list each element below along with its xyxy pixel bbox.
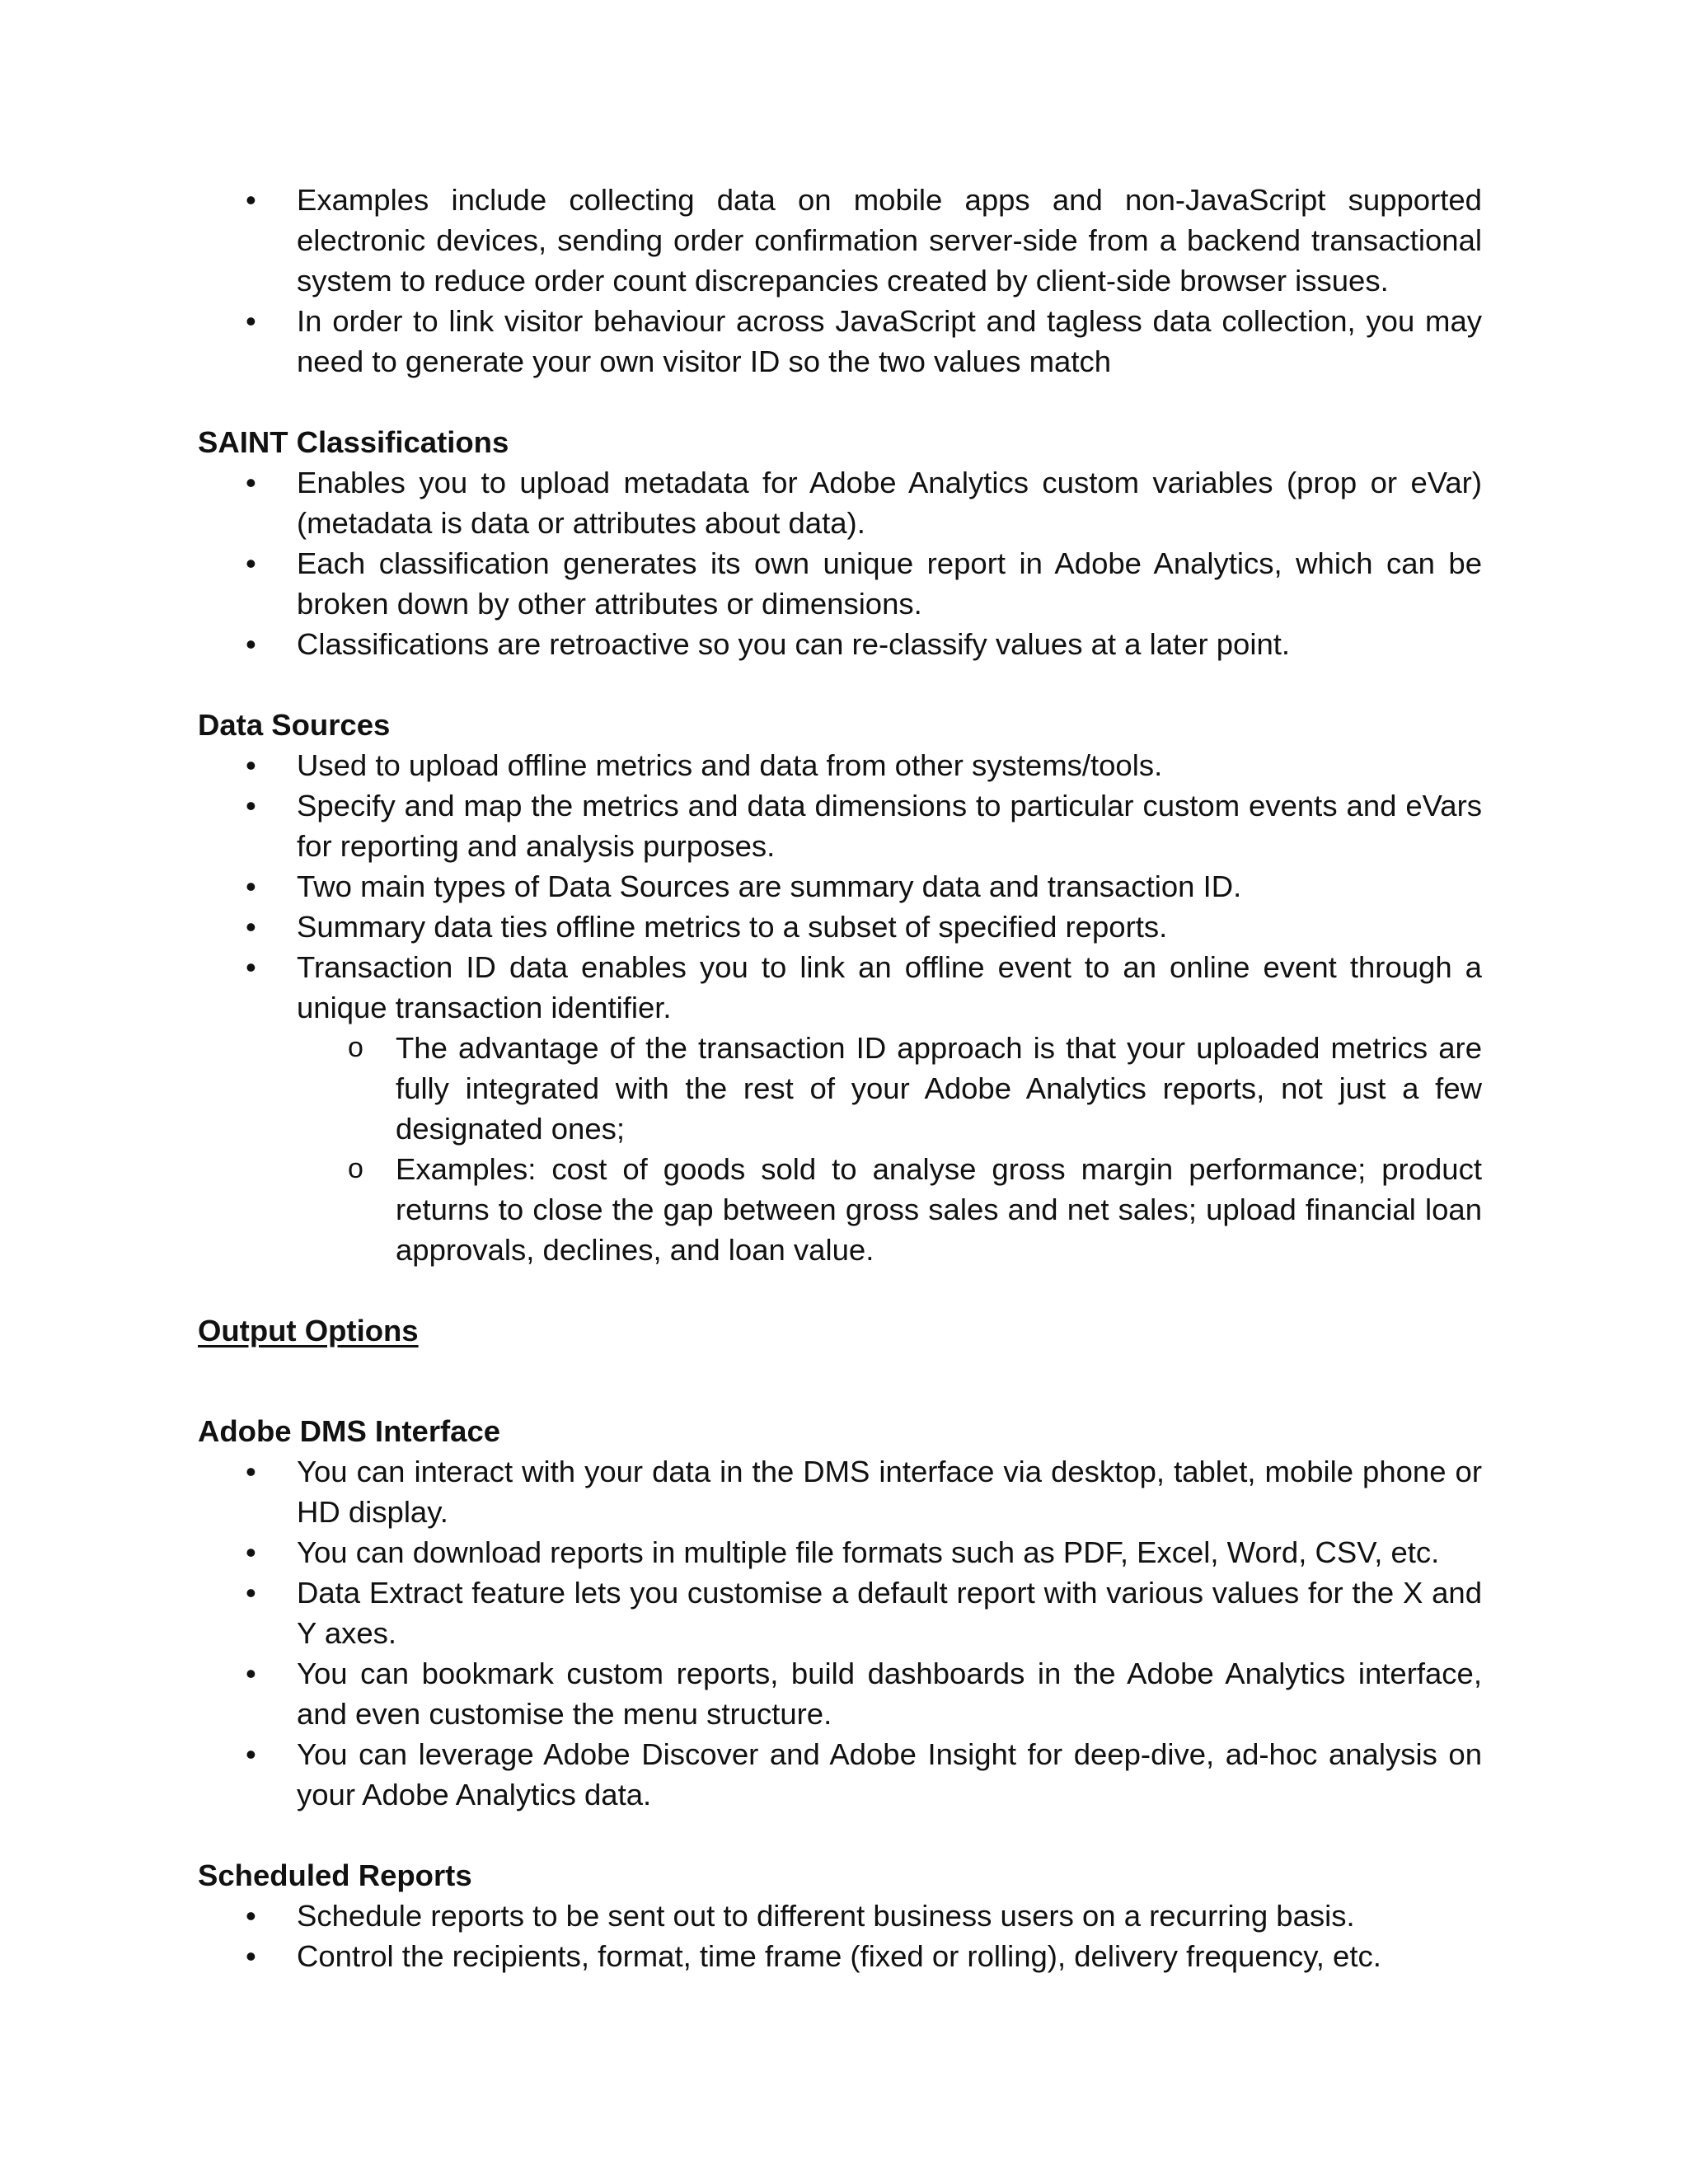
bullet-marker: • <box>246 627 256 661</box>
bullet-text: Transaction ID data enables you to link an offline event to an online event through a unique transaction identifier. <box>297 950 1482 1024</box>
list-item <box>198 785 1482 866</box>
bullet-marker: • <box>246 183 256 217</box>
list-item <box>198 1734 1482 1815</box>
scheduled-bullet-list <box>198 1896 1482 1976</box>
bullet-text: Summary data ties offline metrics to a subset of specified reports. <box>297 910 1168 944</box>
list-item <box>198 1451 1482 1532</box>
bullet-marker: • <box>246 789 256 823</box>
list-item <box>198 1653 1482 1734</box>
bullet-marker: • <box>246 1657 256 1690</box>
bullet-marker: • <box>246 1737 256 1771</box>
scheduled-reports-heading: Scheduled Reports <box>198 1858 472 1892</box>
list-item <box>198 462 1482 543</box>
bullet-text: You can bookmark custom reports, build dashboards in the Adobe Analytics interface, and even customise the menu structure. <box>297 1657 1482 1731</box>
bullet-marker: • <box>246 950 256 984</box>
bullet-marker: • <box>246 466 256 499</box>
bullet-text: Classifications are retroactive so you can re-classify values at a later point. <box>297 627 1291 661</box>
bullet-text: Control the recipients, format, time frame (fixed or rolling), delivery frequency, etc. <box>297 1939 1381 1973</box>
bullet-text: Schedule reports to be sent out to different business users on a recurring basis. <box>297 1899 1355 1933</box>
sub-bullet-marker: o <box>348 1153 363 1184</box>
transaction-id-sub-list <box>297 1028 1482 1270</box>
list-item <box>198 301 1482 382</box>
output-options-heading: Output Options <box>198 1314 419 1347</box>
bullet-text: Two main types of Data Sources are summary data and transaction ID. <box>297 869 1242 903</box>
bullet-text: You can interact with your data in the DMS interface via desktop, tablet, mobile phone or HD display. <box>297 1455 1482 1529</box>
list-item <box>198 1572 1482 1653</box>
bullet-text: Examples include collecting data on mobile apps and non-JavaScript supported electronic devices, sending order confirmation server-side from a backend transactional system to reduce order count discrepancies created by client-side browser issues. <box>297 183 1482 298</box>
bullet-text: Data Extract feature lets you customise a default report with various values for the X and Y axes. <box>297 1576 1482 1650</box>
bullet-text: Specify and map the metrics and data dimensions to particular custom events and eVars for reporting and analysis purposes. <box>297 789 1482 863</box>
bullet-marker: • <box>246 1939 256 1973</box>
list-item <box>198 907 1482 947</box>
list-item <box>198 947 1482 1028</box>
adobe-dms-interface-heading: Adobe DMS Interface <box>198 1414 501 1448</box>
bullet-text: You can download reports in multiple file formats such as PDF, Excel, Word, CSV, etc. <box>297 1535 1440 1569</box>
bullet-marker: • <box>246 748 256 782</box>
bullet-text: In order to link visitor behaviour across JavaScript and tagless data collection, you may need to generate your own visitor ID so the two values match <box>297 304 1482 378</box>
bullet-marker: • <box>246 869 256 903</box>
sub-bullet-marker: o <box>348 1032 363 1063</box>
data-sources-heading: Data Sources <box>198 708 391 742</box>
saint-bullet-list <box>198 462 1482 664</box>
saint-classifications-heading: SAINT Classifications <box>198 425 509 459</box>
list-item <box>198 1532 1482 1572</box>
list-item <box>198 543 1482 624</box>
list-item <box>198 745 1482 785</box>
intro-bullet-list <box>198 180 1482 382</box>
data-sources-bullet-list <box>198 745 1482 1028</box>
bullet-text: Each classification generates its own unique report in Adobe Analytics, which can be broken down by other attributes or dimensions. <box>297 546 1482 621</box>
bullet-marker: • <box>246 1576 256 1610</box>
list-item <box>198 1936 1482 1976</box>
list-item <box>198 866 1482 907</box>
list-item <box>198 1896 1482 1936</box>
bullet-text: You can leverage Adobe Discover and Adobe Insight for deep-dive, ad-hoc analysis on your Adobe Analytics data. <box>297 1737 1482 1811</box>
document-page <box>198 180 1482 1976</box>
bullet-marker: • <box>246 1535 256 1569</box>
sub-bullet-text: The advantage of the transaction ID approach is that your uploaded metrics are fully integrated with the rest of your Adobe Analytics reports, not just a few designated ones; <box>396 1031 1482 1146</box>
sub-bullet-text: Examples: cost of goods sold to analyse gross margin performance; product returns to close the gap between gross sales and net sales; upload financial loan approvals, declines, and loan value. <box>396 1152 1482 1267</box>
sub-list-item <box>297 1028 1482 1149</box>
bullet-marker: • <box>246 304 256 338</box>
bullet-text: Enables you to upload metadata for Adobe Analytics custom variables (prop or eVar) (metadata is data or attributes about data). <box>297 466 1482 540</box>
sub-list-item <box>297 1149 1482 1270</box>
bullet-marker: • <box>246 910 256 944</box>
bullet-text: Used to upload offline metrics and data from other systems/tools. <box>297 748 1163 782</box>
bullet-marker: • <box>246 546 256 580</box>
list-item <box>198 624 1482 664</box>
bullet-marker: • <box>246 1899 256 1933</box>
list-item <box>198 180 1482 301</box>
bullet-marker: • <box>246 1455 256 1488</box>
dms-bullet-list <box>198 1451 1482 1815</box>
